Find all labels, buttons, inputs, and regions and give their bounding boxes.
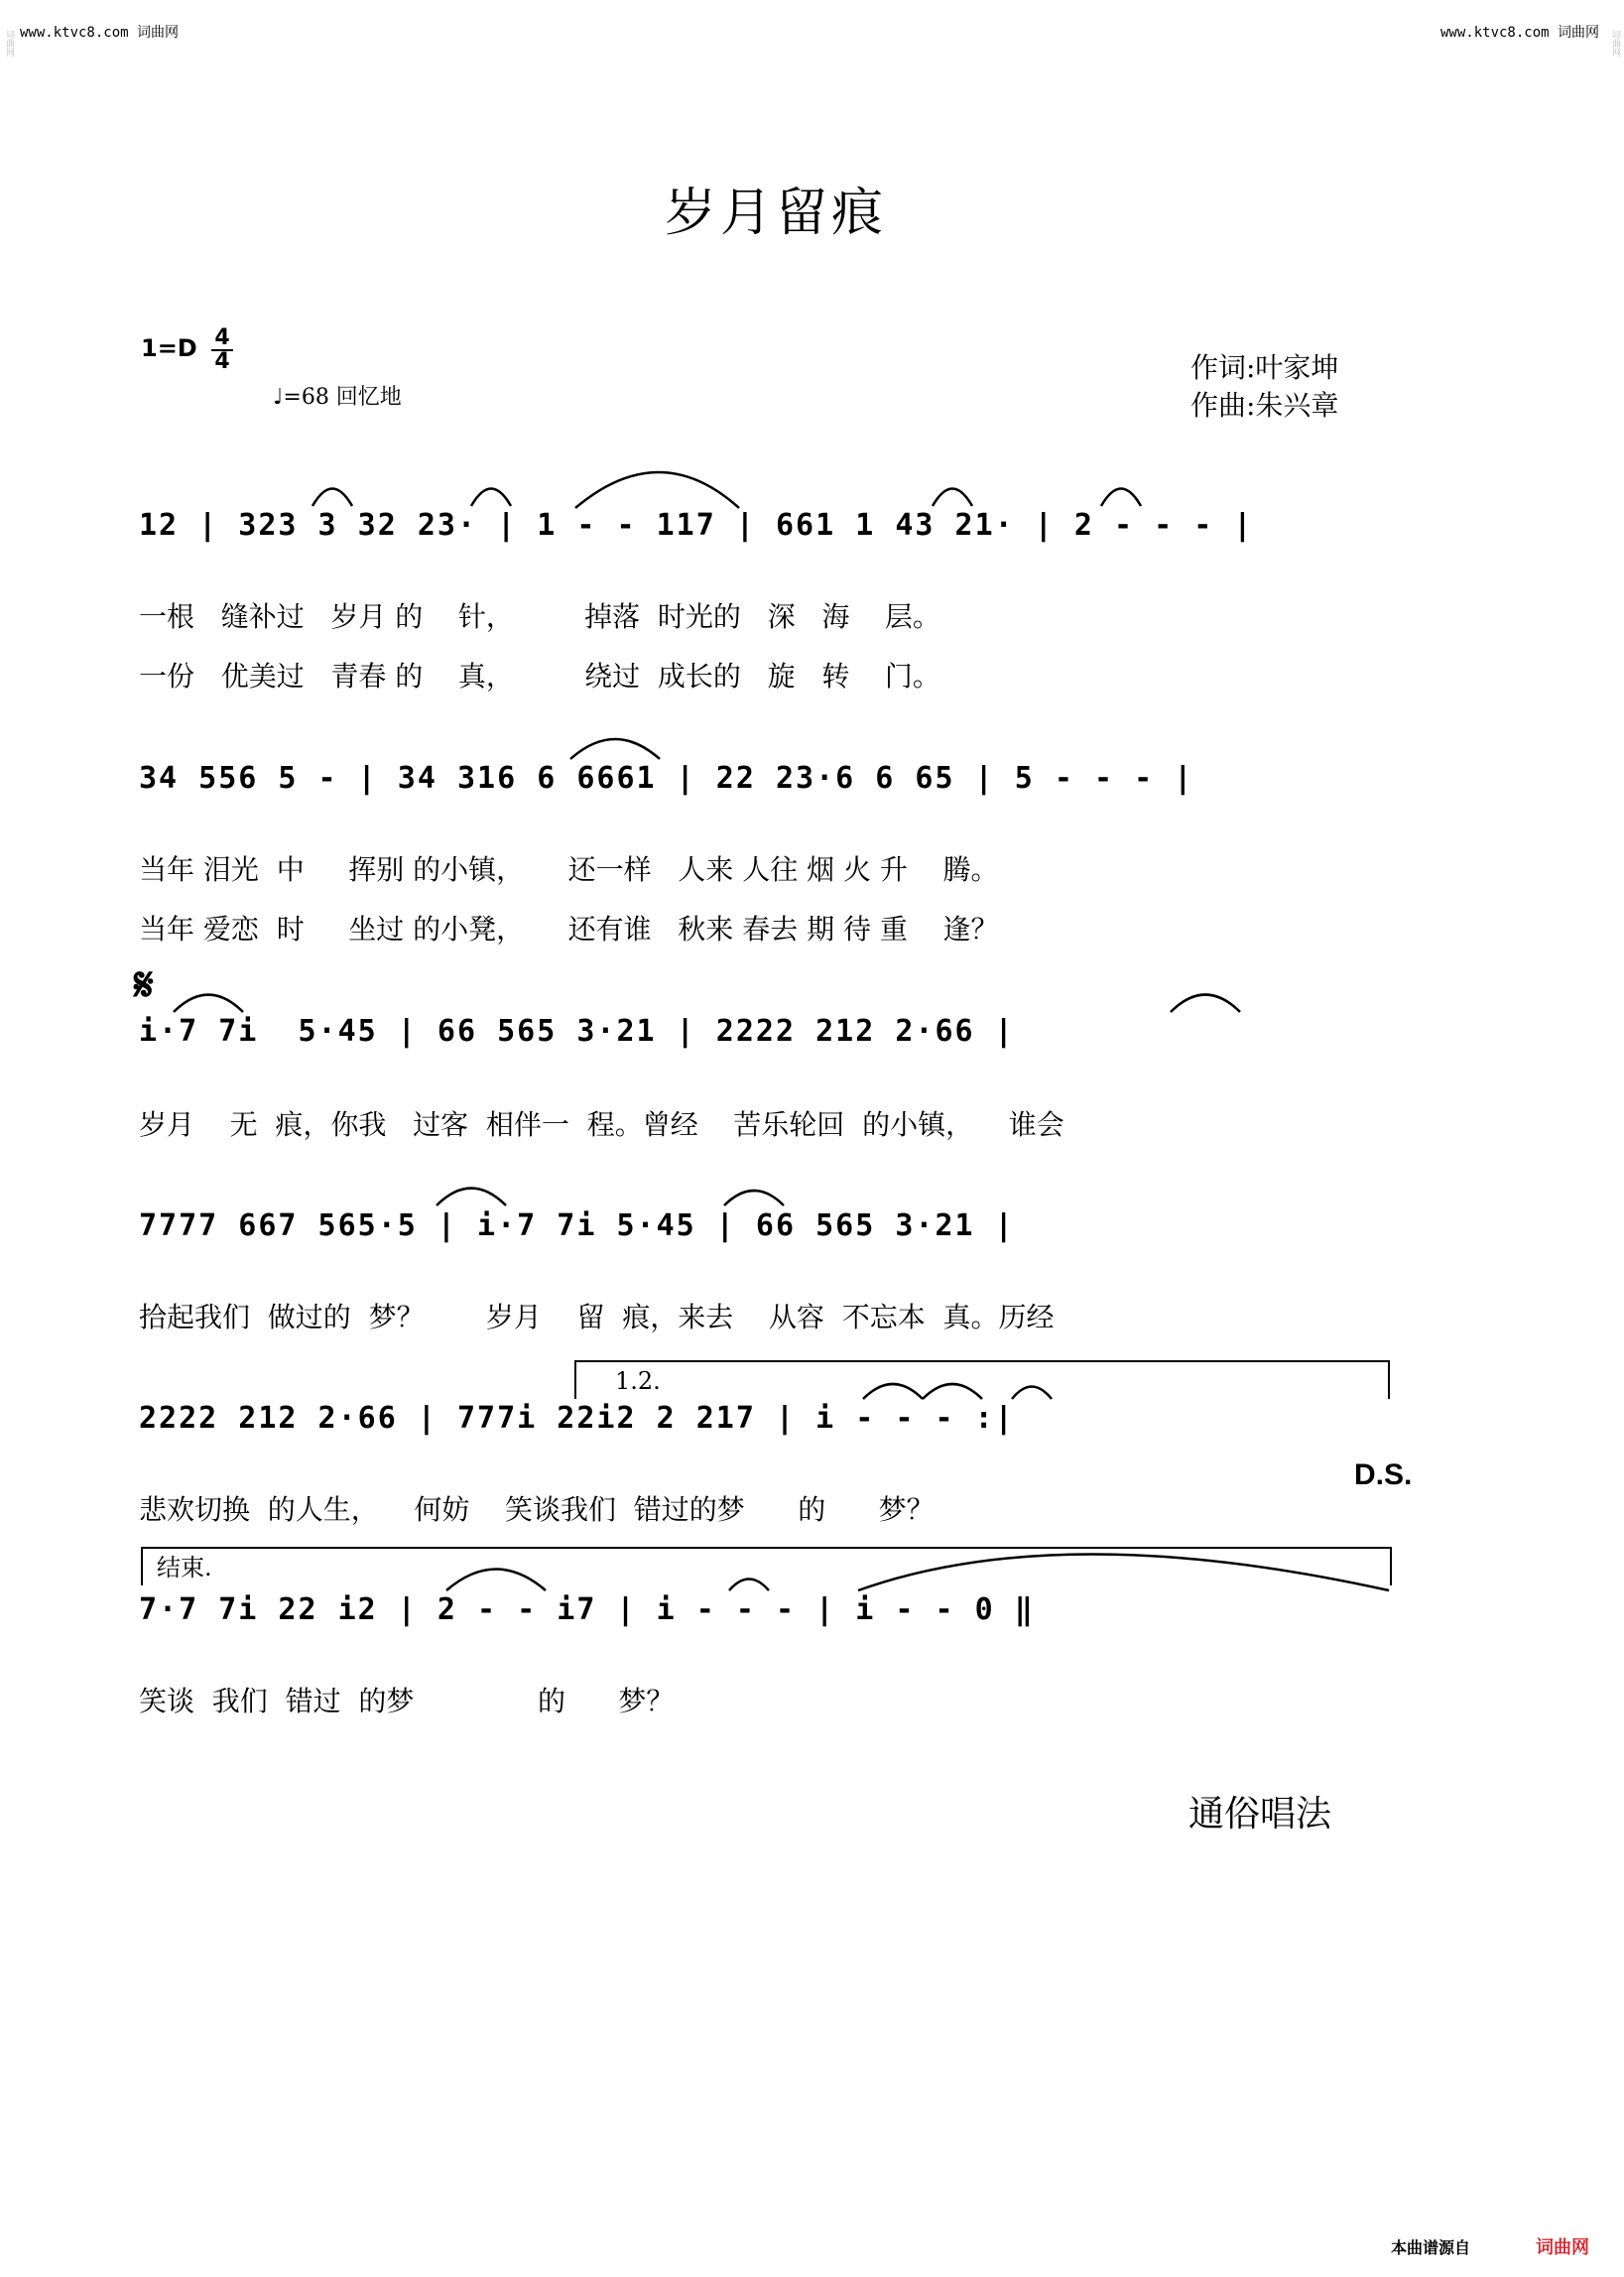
lyrics-line-2-verse-2: 当年 爱恋 时 坐过 的小凳， 还有谁 秋来 春去 期 待 重 逢？ bbox=[139, 913, 999, 946]
footer-source-text: 本曲谱源自 bbox=[1391, 2238, 1471, 2257]
tie-arc bbox=[570, 739, 660, 759]
notation-line-4: 7777 667 565·5 | i·7 7i 5·45 | 66 565 3·21 | bbox=[139, 1208, 1015, 1243]
lyrics-line-1-verse-1: 一根 缝补过 岁月 的 针， 掉落 时光的 深 海 层。 bbox=[139, 600, 940, 633]
lyricist: 作词:叶家坤 bbox=[1190, 351, 1339, 384]
notation-line-3: i·7 7i 5·45 | 66 565 3·21 | 2222 212 2·66 | bbox=[139, 1014, 1015, 1049]
volta-ending-label: 结束. bbox=[157, 1554, 212, 1581]
tie-arc bbox=[724, 1191, 784, 1205]
tie-arc bbox=[729, 1580, 769, 1591]
tie-arc bbox=[863, 1384, 923, 1399]
notation-line-5: 2222 212 2·66 | 777i 22i2 2 217 | i - - - :| bbox=[139, 1401, 1015, 1436]
tie-arc bbox=[471, 489, 511, 507]
tie-arc bbox=[174, 995, 243, 1013]
quarter-note-icon: ♩ bbox=[273, 385, 284, 410]
tie-arc bbox=[933, 489, 972, 507]
volta-first-ending-label: 1.2. bbox=[615, 1367, 661, 1395]
segno-icon: 𝄋 bbox=[134, 957, 154, 1011]
page-title: 岁月留痕 bbox=[665, 184, 888, 243]
tie-arc bbox=[1101, 489, 1141, 507]
lyrics-line-3: 岁月 无 痕，你我 过客 相伴一 程。曾经 苦乐轮回 的小镇， 谁会 bbox=[139, 1108, 1064, 1141]
singing-style-note: 通俗唱法 bbox=[1188, 1794, 1332, 1834]
notation-line-2: 34 556 5 - | 34 316 6 6661 | 22 23·6 6 65 | 5 - - - | bbox=[139, 761, 1194, 796]
side-watermark-right: 词曲网 bbox=[1610, 30, 1620, 57]
tempo-marking: ♩=68 回忆地 bbox=[273, 385, 402, 410]
header-left-url[interactable]: www.ktvc8.com 词曲网 bbox=[20, 25, 180, 41]
tie-arc bbox=[1171, 995, 1240, 1013]
footer-brand-logo[interactable]: 词曲网 bbox=[1536, 2237, 1589, 2258]
tie-arc bbox=[923, 1384, 982, 1399]
header-right-url[interactable]: www.ktvc8.com 词曲网 bbox=[1440, 25, 1600, 41]
side-watermark-left: 词曲网 bbox=[4, 30, 14, 57]
lyrics-line-2-verse-1: 当年 泪光 中 挥别 的小镇， 还一样 人来 人往 烟 火 升 腾。 bbox=[139, 853, 999, 886]
tie-arc bbox=[446, 1570, 546, 1591]
tie-arc bbox=[437, 1189, 506, 1206]
lyrics-line-6: 笑谈 我们 错过 的梦 的 梦？ bbox=[139, 1685, 675, 1717]
tie-arc bbox=[858, 1555, 1389, 1591]
composer: 作曲:朱兴章 bbox=[1190, 389, 1339, 422]
time-signature-bottom: 4 bbox=[214, 349, 230, 374]
volta-bracket-first bbox=[575, 1361, 1389, 1399]
notation-line-6: 7·7 7i 22 i2 | 2 - - i7 | i - - - | i - - 0 ‖ bbox=[139, 1592, 1035, 1627]
key-signature: 1=D bbox=[141, 334, 197, 362]
volta-bracket-ending bbox=[142, 1548, 1391, 1585]
notation-line-1: 12 | 323 3 32 23· | 1 - - 117 | 661 1 43 21· | 2 - - - | bbox=[139, 508, 1254, 543]
lyrics-line-1-verse-2: 一份 优美过 青春 的 真， 绕过 成长的 旋 转 门。 bbox=[139, 660, 940, 693]
time-signature-top: 4 bbox=[214, 325, 230, 350]
lyrics-line-5: 悲欢切换 的人生， 何妨 笑谈我们 错过的梦 的 梦？ bbox=[139, 1493, 935, 1526]
lyrics-line-4: 拾起我们 做过的 梦？ 岁月 留 痕，来去 从容 不忘本 真。历经 bbox=[139, 1301, 1055, 1333]
tie-arc bbox=[312, 489, 352, 507]
dal-segno-marking: D.S. bbox=[1354, 1458, 1413, 1491]
tie-arc bbox=[1012, 1387, 1052, 1400]
tie-arc bbox=[575, 472, 739, 508]
